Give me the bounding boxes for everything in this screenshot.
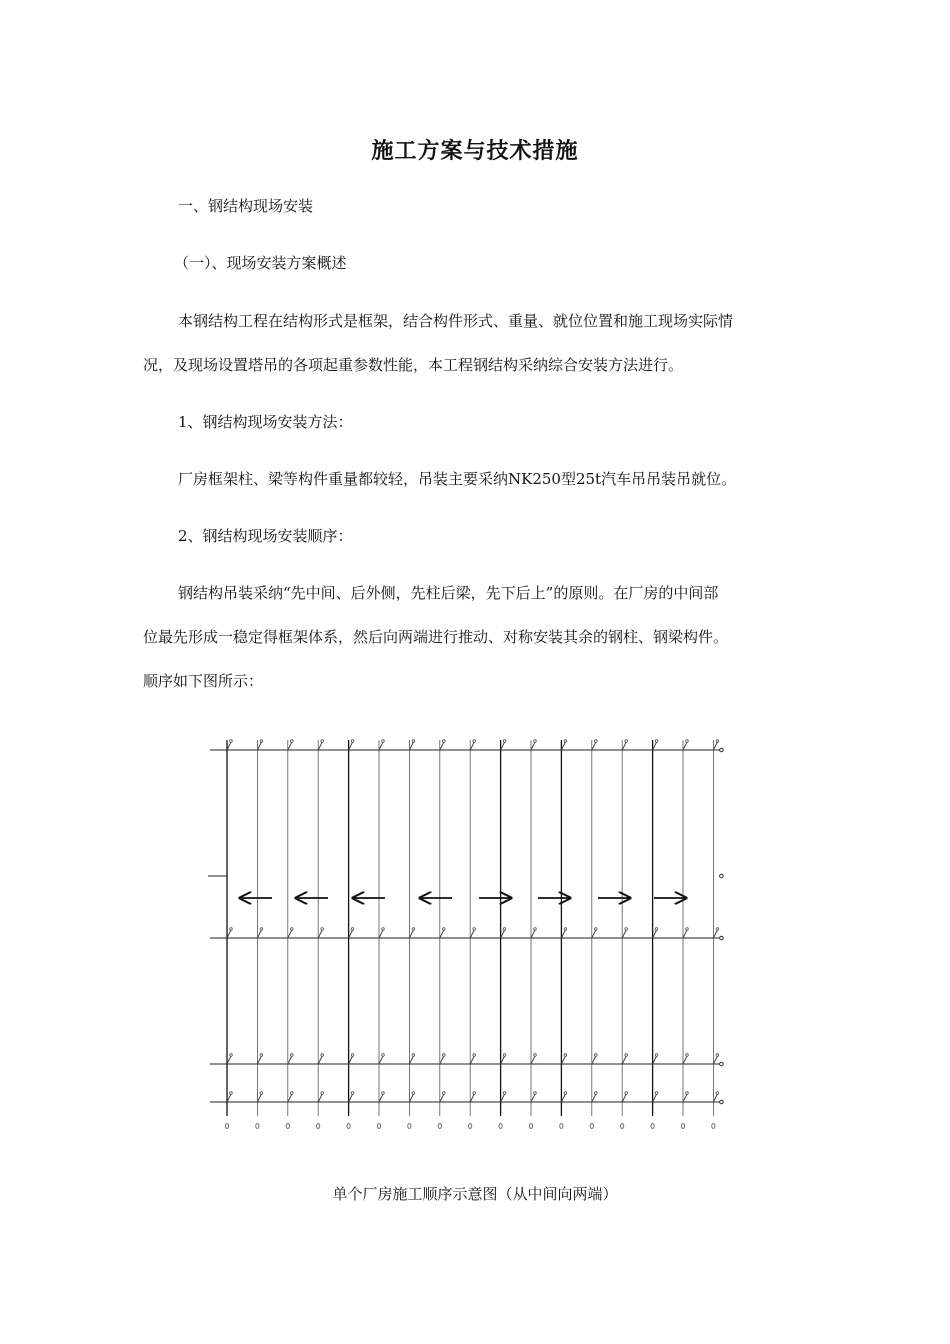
joint-dot [625,928,628,931]
end-marker [720,936,724,940]
joint-dot [716,1054,719,1057]
joint-mark [531,742,535,750]
joint-dot [412,928,415,931]
joint-dot [321,1092,324,1095]
axis-marker [469,1124,472,1129]
joint-dot [686,1054,689,1057]
item-1-heading: 1、钢结构现场安装方法： [178,413,353,431]
joint-dot [321,1054,324,1057]
joint-mark [379,1094,383,1102]
joint-dot [412,740,415,743]
joint-mark [288,1056,292,1064]
end-marker [720,874,724,878]
joint-mark [379,742,383,750]
joint-mark [622,742,626,750]
joint-mark [257,1056,261,1064]
axis-marker [712,1124,715,1129]
axis-marker [499,1124,502,1129]
joint-dot [230,928,233,931]
joint-mark [531,1056,535,1064]
joint-dot [716,1092,719,1095]
joint-dot [655,928,658,931]
joint-dot [382,1092,385,1095]
joint-mark [288,930,292,938]
joint-mark [470,1056,474,1064]
joint-dot [716,928,719,931]
axis-marker [347,1124,350,1129]
joint-dot [564,1054,567,1057]
joint-mark [318,1094,322,1102]
joint-dot [260,1054,263,1057]
paragraph-2-line-3: 顺序如下图所示： [143,672,264,690]
joint-dot [230,740,233,743]
end-marker [720,1100,724,1104]
axis-marker [681,1124,684,1129]
axis-marker [560,1124,563,1129]
joint-mark [470,1094,474,1102]
joint-mark [531,930,535,938]
axis-marker [651,1124,654,1129]
joint-mark [257,742,261,750]
joint-dot [503,740,506,743]
joint-dot [291,928,294,931]
subsection-heading: （一）、现场安装方案概述 [174,254,347,272]
joint-dot [534,740,537,743]
joint-mark [592,930,596,938]
joint-dot [473,1054,476,1057]
joint-mark [318,742,322,750]
joint-mark [288,742,292,750]
joint-dot [321,928,324,931]
joint-dot [686,928,689,931]
joint-mark [592,742,596,750]
joint-dot [655,1092,658,1095]
joint-mark [409,1056,413,1064]
end-marker [720,748,724,752]
joint-mark [713,1056,717,1064]
joint-mark [683,1056,687,1064]
joint-mark [470,930,474,938]
joint-dot [260,1092,263,1095]
joint-dot [595,1092,598,1095]
joint-dot [503,1054,506,1057]
joint-dot [625,1092,628,1095]
axis-marker [317,1124,320,1129]
joint-dot [351,928,354,931]
section-heading: 一、钢结构现场安装 [178,197,314,215]
joint-dot [686,740,689,743]
joint-mark [622,1094,626,1102]
joint-dot [321,740,324,743]
joint-dot [412,1054,415,1057]
axis-marker [225,1124,228,1129]
joint-dot [351,1092,354,1095]
item-2-heading: 2、钢结构现场安装顺序： [178,527,353,545]
joint-dot [291,1054,294,1057]
joint-mark [683,742,687,750]
joint-dot [564,740,567,743]
joint-mark [713,1094,717,1102]
paragraph-2-line-2: 位最先形成一稳定得框架体系，然后向两端进行推动、对称安装其余的钢柱、钢梁构件。 [143,628,729,646]
joint-dot [686,1092,689,1095]
joint-dot [534,1054,537,1057]
joint-dot [260,928,263,931]
figure-caption: 单个厂房施工顺序示意图（从中间向两端） [332,1185,618,1203]
joint-mark [683,930,687,938]
joint-mark [409,742,413,750]
joint-dot [230,1054,233,1057]
joint-dot [564,1092,567,1095]
joint-mark [713,930,717,938]
joint-dot [655,740,658,743]
joint-mark [440,1056,444,1064]
joint-mark [318,1056,322,1064]
joint-dot [534,1092,537,1095]
joint-dot [625,740,628,743]
joint-dot [412,1092,415,1095]
joint-dot [443,928,446,931]
axis-marker [256,1124,259,1129]
axis-marker [438,1124,441,1129]
joint-dot [595,928,598,931]
joint-mark [592,1056,596,1064]
joint-mark [409,930,413,938]
joint-dot [382,1054,385,1057]
joint-mark [318,930,322,938]
joint-dot [595,740,598,743]
paragraph-1-line-1: 本钢结构工程在结构形式是框架，结合构件形式、重量、就位位置和施工现场实际情 [178,312,734,330]
joint-dot [625,1054,628,1057]
joint-mark [257,930,261,938]
joint-dot [443,740,446,743]
axis-marker [621,1124,624,1129]
joint-dot [655,1054,658,1057]
joint-mark [379,1056,383,1064]
joint-dot [595,1054,598,1057]
joint-dot [351,1054,354,1057]
joint-mark [440,1094,444,1102]
joint-mark [622,1056,626,1064]
joint-dot [716,740,719,743]
item-1-text: 厂房框架柱、梁等构件重量都较轻，吊装主要采纳NK250型25t汽车吊吊装吊就位。 [178,470,737,488]
axis-marker [286,1124,289,1129]
joint-mark [257,1094,261,1102]
joint-dot [503,928,506,931]
axis-marker [529,1124,532,1129]
joint-dot [443,1092,446,1095]
joint-dot [503,1092,506,1095]
joint-dot [443,1054,446,1057]
joint-dot [382,928,385,931]
joint-dot [473,928,476,931]
axis-marker [408,1124,411,1129]
joint-dot [291,1092,294,1095]
joint-mark [288,1094,292,1102]
joint-mark [440,742,444,750]
page-title: 施工方案与技术措施 [371,139,579,164]
axis-marker [590,1124,593,1129]
joint-mark [531,1094,535,1102]
joint-mark [409,1094,413,1102]
end-marker [720,1062,724,1066]
construction-sequence-diagram [200,728,730,1138]
joint-dot [564,928,567,931]
joint-mark [440,930,444,938]
paragraph-1-line-2: 况，及现场设置塔吊的各项起重参数性能，本工程钢结构采纳综合安装方法进行。 [143,356,684,374]
joint-dot [351,740,354,743]
paragraph-2-line-1: 钢结构吊装采纳“先中间、后外侧，先柱后梁，先下后上”的原则。在厂房的中间部 [178,584,719,602]
joint-mark [470,742,474,750]
joint-mark [683,1094,687,1102]
joint-dot [260,740,263,743]
axis-marker [377,1124,380,1129]
joint-mark [713,742,717,750]
joint-mark [592,1094,596,1102]
joint-dot [534,928,537,931]
joint-dot [473,1092,476,1095]
joint-dot [291,740,294,743]
joint-dot [382,740,385,743]
joint-dot [230,1092,233,1095]
joint-mark [379,930,383,938]
joint-mark [622,930,626,938]
joint-dot [473,740,476,743]
